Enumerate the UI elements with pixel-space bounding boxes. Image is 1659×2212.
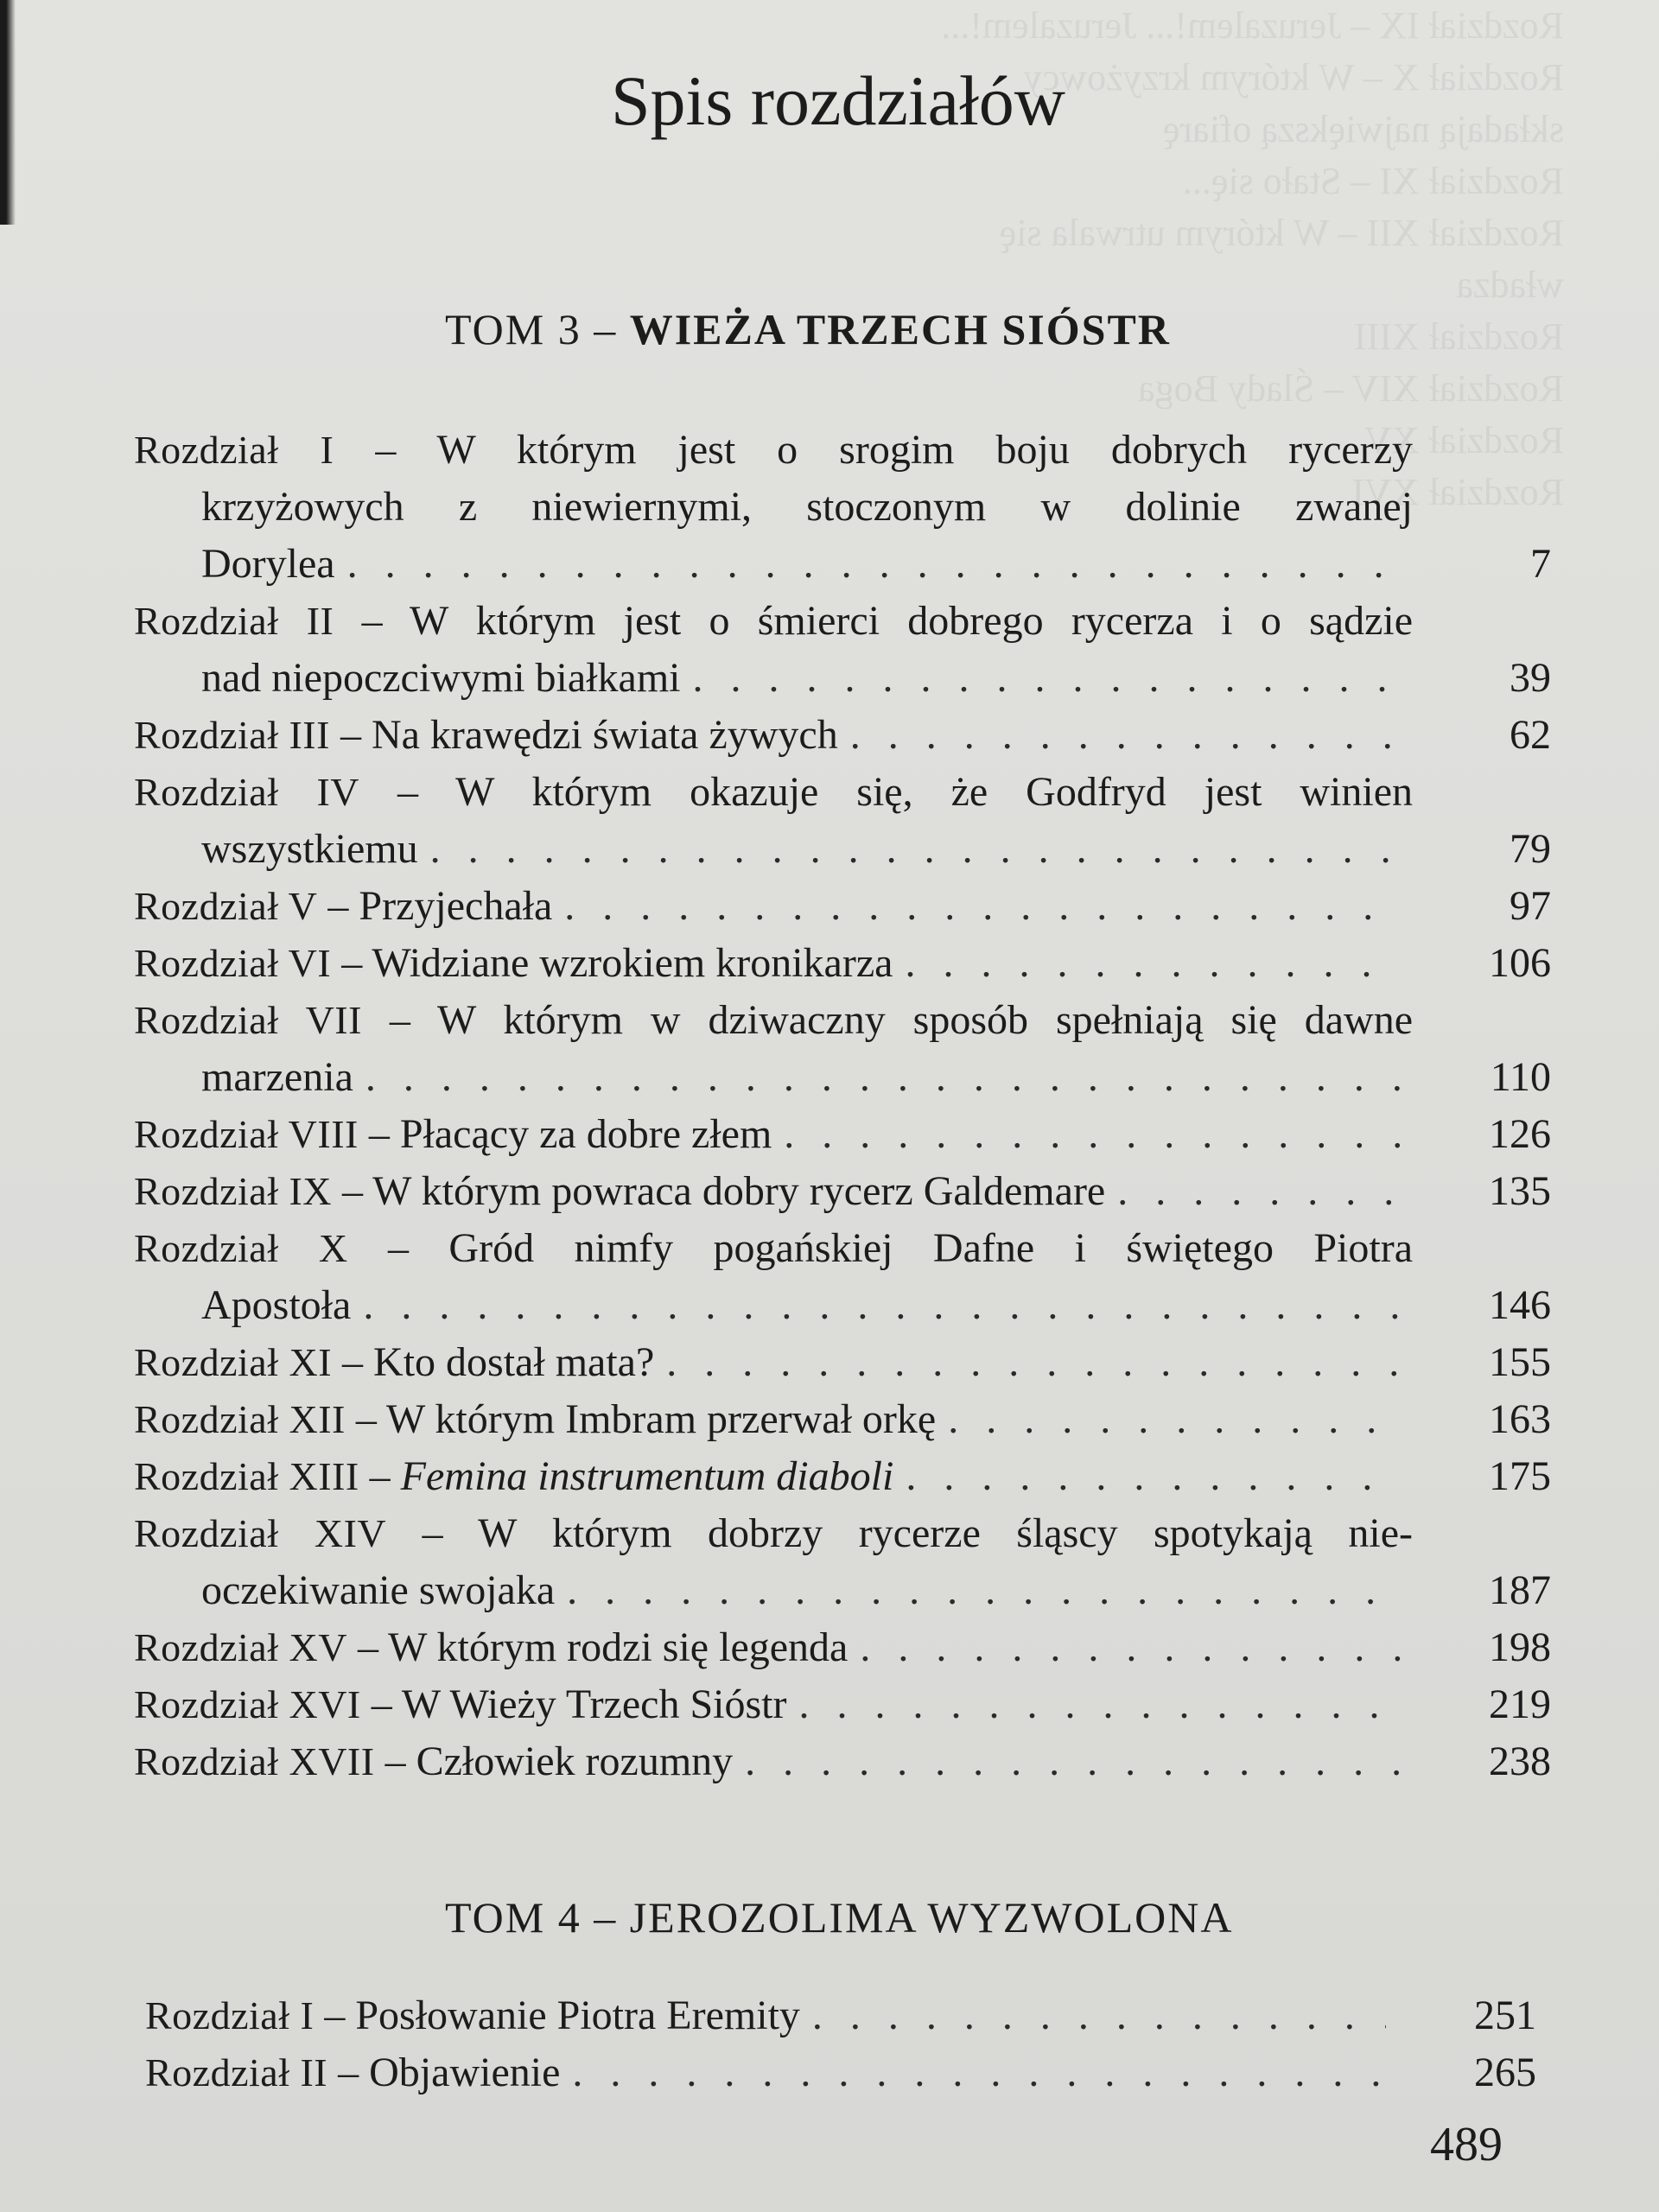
volume-heading — [445, 1892, 1233, 1942]
page-number: 155 — [1489, 1339, 1551, 1385]
dot-leader — [365, 1049, 1401, 1106]
chapter-title-line: – W którym jest o srogim boju dobrych rycerzy — [375, 427, 1414, 473]
chapter-title-line: Dorylea — [201, 541, 335, 587]
page-number: 79 — [1510, 826, 1551, 872]
chapter-title-line: marzenia — [201, 1054, 353, 1100]
toc-entry[interactable] — [134, 878, 1551, 935]
volume-heading-title: JEROZOLIMA WYZWOLONA — [629, 1893, 1234, 1942]
chapter-label: Rozdział IV — [134, 770, 359, 814]
chapter-label: Rozdział II — [134, 599, 334, 643]
page-number: 251 — [1474, 1993, 1536, 2038]
chapter-title-line: – Posłowanie Piotra Eremity — [324, 1993, 800, 2038]
chapter-title-line: krzyżowych z niewiernymi, stoczonym w dolinie zwanej — [201, 484, 1413, 530]
toc-entry[interactable] — [134, 1733, 1551, 1790]
dot-leader — [784, 1106, 1401, 1163]
chapter-label: Rozdział II — [145, 2050, 328, 2094]
chapter-label: Rozdział V — [134, 884, 318, 928]
dot-leader — [347, 536, 1401, 593]
page-number: 187 — [1489, 1567, 1551, 1613]
toc-entry[interactable] — [134, 422, 1551, 593]
dot-leader — [812, 1987, 1386, 2044]
page-number: 146 — [1489, 1282, 1551, 1328]
chapter-title-line: wszystkiemu — [201, 826, 418, 872]
chapter-title-line: – W którym powraca dobry rycerz Galdemare — [342, 1168, 1106, 1214]
chapter-title-line: – Kto dostał mata? — [342, 1339, 655, 1385]
dot-leader — [860, 1619, 1401, 1676]
page-number: 62 — [1510, 712, 1551, 758]
toc-entry[interactable] — [134, 1334, 1551, 1391]
chapter-title-line: – W którym dobrzy rycerze śląscy spotykają nie- — [422, 1510, 1413, 1556]
chapter-title-line: – Na krawędzi świata żywych — [340, 712, 838, 758]
dot-leader — [363, 1277, 1401, 1334]
page-number: 106 — [1489, 940, 1551, 986]
chapter-title-line: – W którym Imbram przerwał orkę — [355, 1396, 937, 1442]
dot-leader — [1117, 1163, 1401, 1220]
chapter-title-line: – Gród nimfy pogańskiej Dafne i świętego Piotra — [388, 1225, 1414, 1271]
dot-leader — [692, 650, 1401, 707]
toc-entry[interactable] — [134, 1619, 1551, 1676]
chapter-title-line: oczekiwanie swojaka — [201, 1567, 556, 1613]
toc-entry[interactable] — [145, 2044, 1536, 2101]
chapter-label: Rozdział XIV — [134, 1511, 387, 1555]
page-number: 175 — [1489, 1453, 1551, 1499]
toc-entry[interactable] — [134, 593, 1551, 707]
dot-leader — [564, 878, 1401, 935]
page-folio: 489 — [1430, 2118, 1503, 2171]
chapter-label: Rozdział VIII — [134, 1112, 359, 1156]
chapter-title-line: – Femina instrumentum diaboli — [369, 1453, 894, 1499]
volume-heading-title: WIEŻA TRZECH SIÓSTR — [629, 305, 1171, 353]
dot-leader — [948, 1391, 1401, 1448]
chapter-label: Rozdział VII — [134, 998, 362, 1042]
dot-leader — [799, 1676, 1402, 1733]
dot-leader — [567, 1562, 1401, 1619]
chapter-title-line: – W którym w dziwaczny sposób spełniają się dawne — [389, 997, 1413, 1043]
page-title: Spis rozdziałów — [610, 61, 1066, 140]
chapter-label: Rozdział XIII — [134, 1454, 359, 1498]
toc-entry[interactable] — [134, 764, 1551, 878]
chapter-title-line: – Przyjechała — [327, 883, 553, 929]
chapter-label: Rozdział XVI — [134, 1682, 361, 1726]
toc-entry[interactable] — [134, 992, 1551, 1106]
page-number: 135 — [1489, 1168, 1551, 1214]
chapter-label: Rozdział I — [134, 428, 334, 472]
dot-leader — [745, 1733, 1401, 1790]
toc-entry[interactable] — [134, 1505, 1551, 1619]
dot-leader — [666, 1334, 1401, 1391]
chapter-title-line: – Widziane wzrokiem kronikarza — [341, 940, 893, 986]
chapter-title-line: – Płacący za dobre złem — [368, 1111, 772, 1157]
dot-leader — [850, 707, 1401, 764]
page-number: 163 — [1489, 1396, 1551, 1442]
chapter-label: Rozdział III — [134, 713, 330, 757]
toc-entry[interactable] — [134, 1391, 1551, 1448]
chapter-label: Rozdział IX — [134, 1169, 333, 1213]
toc-entry[interactable] — [134, 1220, 1551, 1334]
toc-entry[interactable] — [134, 1163, 1551, 1220]
chapter-title-line: – W Wieży Trzech Sióstr — [371, 1681, 787, 1727]
dot-leader — [572, 2044, 1386, 2101]
toc-entry[interactable] — [134, 1106, 1551, 1163]
show-through-text: Rozdział IX – Jeruzalem!... Jeruzalem!... Rozdział X – W którym krzyżowcy składają największą ofiarę Rozdział XI – Stało się... Rozdział XII – W którym utrwala się władza Rozdział XIII Rozdział XIV – Ślady Boga Rozdział XV Rozdział XVI — [941, 4, 1564, 513]
dot-leader — [430, 821, 1401, 878]
dot-leader — [905, 935, 1401, 992]
chapter-label: Rozdział XII — [134, 1397, 346, 1441]
chapter-title-line: – Objawienie — [338, 2050, 561, 2095]
chapter-title-line: – Człowiek rozumny — [385, 1738, 734, 1784]
chapter-title-line: nad niepoczciwymi białkami — [201, 655, 681, 701]
dot-leader — [906, 1448, 1401, 1505]
toc-entry[interactable] — [145, 1987, 1536, 2044]
chapter-label: Rozdział XI — [134, 1340, 333, 1384]
page-number: 265 — [1474, 2050, 1536, 2095]
page-number: 97 — [1510, 883, 1551, 929]
toc-list — [145, 1987, 1536, 2101]
chapter-title-line: Apostoła — [201, 1282, 352, 1328]
chapter-title-line: – W którym jest o śmierci dobrego rycerza i o sądzie — [361, 598, 1414, 644]
chapter-title-line: – W którym rodzi się legenda — [357, 1624, 849, 1670]
toc-entry[interactable] — [134, 1676, 1551, 1733]
page-number: 219 — [1489, 1681, 1551, 1727]
chapter-label: Rozdział XV — [134, 1625, 347, 1669]
chapter-label: Rozdział VI — [134, 941, 332, 985]
page-number: 39 — [1510, 655, 1551, 701]
toc-entry[interactable] — [134, 935, 1551, 992]
page-number: 110 — [1490, 1054, 1551, 1100]
volume-heading-prefix: TOM 3 – — [445, 305, 630, 353]
chapter-label: Rozdział X — [134, 1226, 348, 1270]
toc-entry[interactable] — [134, 707, 1551, 764]
chapter-label: Rozdział XVII — [134, 1739, 375, 1783]
chapter-title-line: – W którym okazuje się, że Godfryd jest winien — [397, 769, 1414, 815]
page-number: 7 — [1530, 541, 1551, 587]
volume-heading-prefix: TOM 4 – — [445, 1893, 630, 1942]
toc-entry[interactable] — [134, 1448, 1551, 1505]
page-number: 198 — [1489, 1624, 1551, 1670]
page-number: 126 — [1489, 1111, 1551, 1157]
volume-heading — [445, 304, 1171, 354]
chapter-label: Rozdział I — [145, 1993, 315, 2037]
page-number: 238 — [1489, 1738, 1551, 1784]
toc-list — [134, 422, 1551, 1790]
